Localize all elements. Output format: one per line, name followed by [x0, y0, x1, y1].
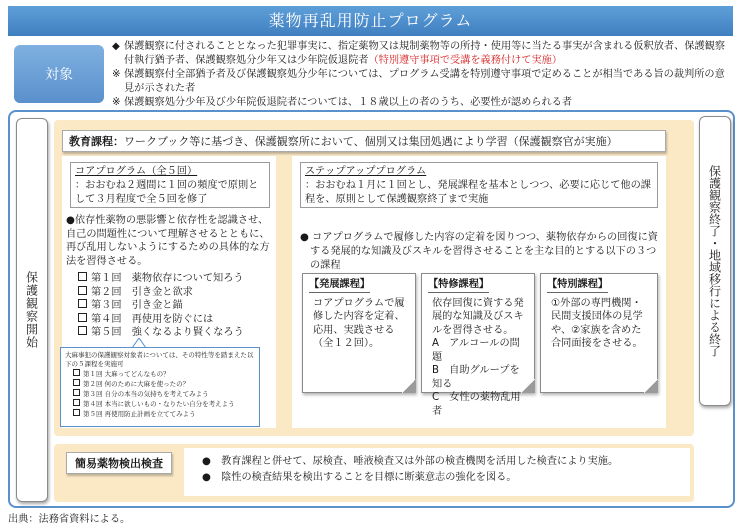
special-course-title: 【特別課程】	[547, 278, 608, 293]
specialized-course-body: 依存回復に資する発展的な知識及びスキルを習得させる。	[432, 297, 524, 336]
target-description	[112, 40, 732, 110]
target-line-2	[112, 68, 732, 96]
list-item	[78, 326, 274, 340]
stepup-program-desc: ：おおむね１月に１回とし、発展課程を基本としつつ、必要に応じて他の課程を、原則として保護観察終了まで実施	[305, 180, 651, 205]
checkbox-icon	[73, 389, 80, 396]
target-line-1-text: 保護観察に付されることとなった犯罪事実に、指定薬物又は規制薬物等の所持・使用等に当たる事実が含まれる仮釈放者、保護観察付執行猶予者、保護観察処分少年又は少年院仮退院者	[124, 41, 726, 66]
session-title: 引き金と錨	[131, 300, 183, 311]
specialized-course-item-c: C 女性の薬物乱用者	[432, 392, 521, 417]
target-line-3	[112, 96, 732, 110]
session-title: 薬物依存について知ろう	[131, 273, 244, 284]
stepup-program-bullet: ● コアプログラムで履修した内容の定着を図りつつ、薬物依存からの回復に資する発展的な知識及びスキルを習得させることを主な目的とする以下の３つの課程	[300, 232, 658, 271]
session-title: 引き金と欲求	[131, 286, 193, 298]
page-title: 薬物再乱用防止プログラム	[8, 6, 733, 36]
target-line-1	[112, 40, 732, 68]
checkbox-icon	[73, 379, 80, 386]
list-item	[73, 389, 255, 399]
list-item	[73, 409, 255, 419]
drug-test-description	[184, 448, 690, 496]
session-number: 第２回	[91, 286, 122, 298]
checkbox-icon	[78, 299, 87, 308]
core-program-box	[70, 162, 270, 208]
checkbox-icon	[73, 399, 80, 406]
stepup-program-box	[300, 162, 658, 208]
list-item	[73, 369, 255, 379]
session-number: 第１回	[91, 273, 122, 284]
drug-test-line-1: ● 教育課程と併せて、尿検査、唾液検査又は外部の検査機関を活用した検査により実施。	[202, 456, 619, 467]
development-course-title: 【発展課程】	[309, 278, 370, 293]
special-course-body: ①外部の専門機関・民間支援団体の見学や、②家族を含めた合同面接をさせる。	[551, 297, 643, 349]
callout-item-text: 第１回 大麻ってどんなもの？	[83, 370, 170, 378]
note-mark: ※	[112, 69, 121, 80]
core-program-bullet: ●依存性薬物の悪影響と依存性を認識させ、自己の問題性について理解させるとともに、再び乱用しないようにするための具体的な方法を習得させる。	[66, 215, 270, 267]
core-session-list	[78, 272, 274, 340]
page-fold-icon	[402, 379, 416, 393]
education-header-text: ワークブック等に基づき、保護観察所において、個別又は集団処遇により学習（保護観察官が実施）	[124, 135, 618, 148]
session-number: 第４回	[91, 313, 122, 325]
session-title: 強くなるより賢くなろう	[131, 327, 244, 338]
education-header-title: 教育課程：	[69, 135, 124, 148]
specialized-course-card	[421, 273, 535, 417]
checkbox-icon	[78, 326, 87, 335]
page-fold-icon	[644, 379, 658, 393]
diamond-bullet-icon: ◆	[112, 41, 120, 52]
session-number: 第３回	[91, 300, 122, 311]
checkbox-icon	[73, 369, 80, 376]
education-header	[62, 130, 666, 152]
source-note: 出典：法務省資料による。	[8, 514, 131, 525]
specialized-course-item-a: A アルコールの問題	[432, 338, 520, 363]
target-mandatory-note: （特別遵守事項で受講を義務付けて実施）	[368, 55, 563, 66]
callout-item-text: 第４回 本当に欲しいもの・なりたい自分を考えよう	[83, 400, 235, 408]
checkbox-icon	[73, 409, 80, 416]
specialized-course-item-b: B 自助グループを知る	[432, 365, 520, 390]
development-course-card	[302, 273, 416, 393]
list-item	[78, 299, 274, 313]
probation-start-box: 保護観察開始	[16, 118, 48, 502]
core-program-title: コアプログラム（全５回）	[75, 166, 198, 177]
checkbox-icon	[78, 313, 87, 322]
drug-test-label: 簡易薬物検出検査	[66, 452, 172, 474]
checkbox-icon	[78, 272, 87, 281]
list-item	[73, 399, 255, 409]
stepup-program-title: ステップアッププログラム	[305, 166, 427, 177]
session-number: 第５回	[91, 327, 122, 338]
development-course-body: コアプログラムで履修した内容を定着、応用、実践させる（全１２回）。	[313, 297, 405, 349]
core-program-desc: ：おおむね２週間に１回の頻度で原則として３月程度で全５回を修了	[75, 180, 259, 205]
session-title: 再使用を防ぐには	[131, 313, 214, 325]
callout-item-text: 第５回 再使用防止計画を立ててみよう	[83, 410, 196, 418]
list-item	[78, 313, 274, 327]
list-item	[73, 379, 255, 389]
cannabis-callout-box	[60, 347, 260, 427]
special-course-card	[540, 273, 658, 393]
list-item	[78, 286, 274, 300]
note-mark: ※	[112, 97, 121, 108]
callout-item-text: 第３回 自分の本当の気持ちを考えてみよう	[83, 390, 209, 398]
drug-test-line-2: ● 陰性の検査結果を検出することを目標に断薬意志の強化を図る。	[202, 472, 517, 483]
probation-end-box: 保護観察終了・地域移行による終了	[699, 116, 731, 406]
target-label: 対象	[14, 45, 104, 103]
target-line-3-text: 保護観察処分少年及び少年院仮退院者については、１８歳以上の者のうち、必要性が認められる者	[124, 97, 573, 108]
callout-item-text: 第２回 何のために大麻を使ったの？	[83, 380, 190, 388]
target-line-2-text: 保護観察付全部猶予者及び保護観察処分少年については、プログラム受講を特別遵守事項で定めることが相当である旨の裁判所の意見が示された者	[124, 69, 725, 94]
specialized-course-title: 【特修課程】	[428, 278, 489, 293]
list-item	[78, 272, 274, 286]
page-fold-icon	[521, 379, 535, 393]
checkbox-icon	[78, 286, 87, 295]
cannabis-callout-intro: 大麻事犯の保護観察対象者については、その特性等を踏まえた以下の５課程を実施可	[65, 351, 254, 368]
